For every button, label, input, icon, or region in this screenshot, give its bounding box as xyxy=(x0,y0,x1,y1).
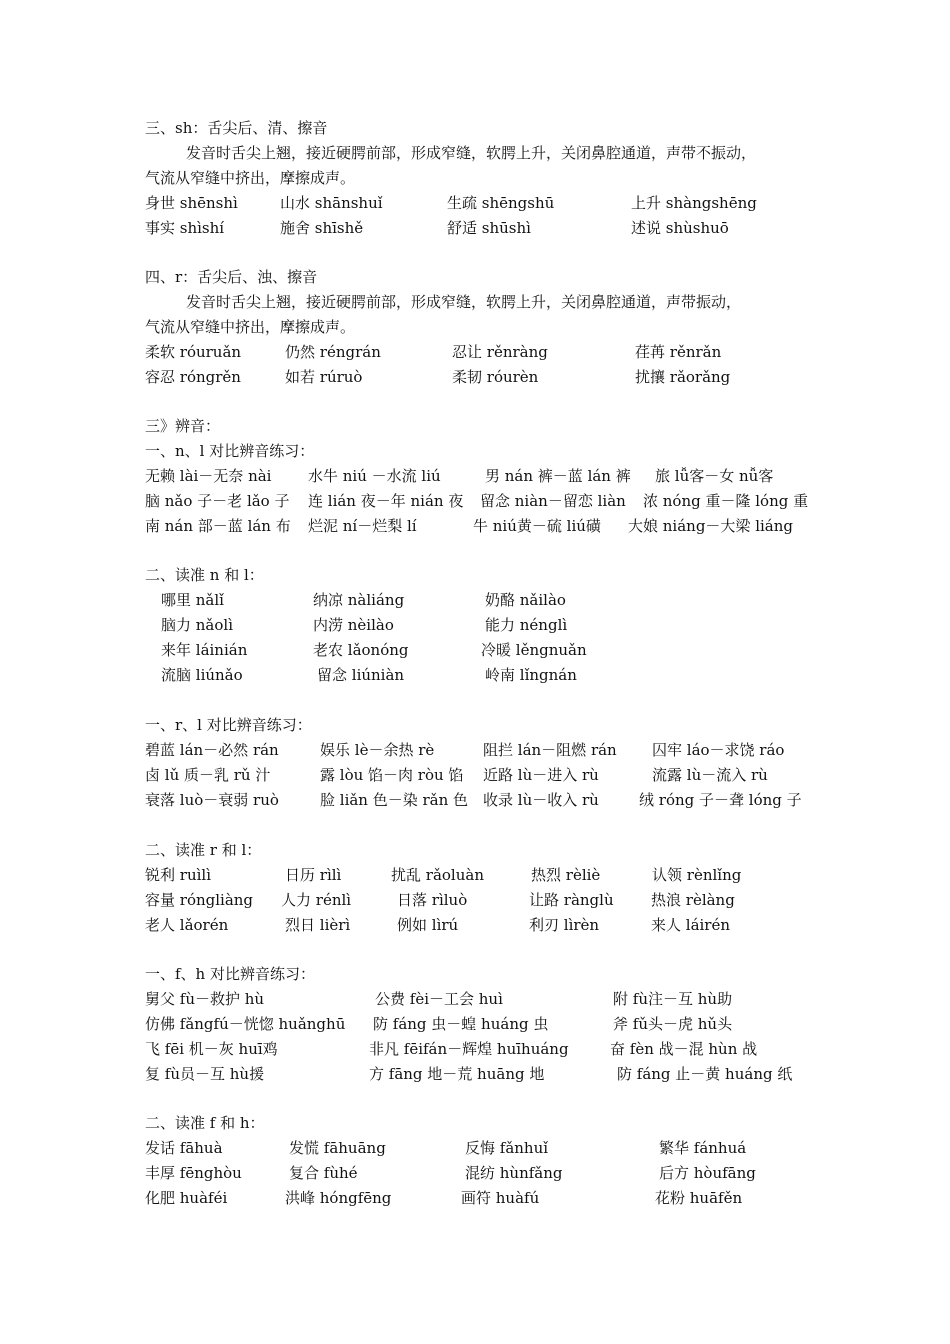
word-item: 冷暖 lěngnuǎn xyxy=(481,641,587,659)
pair-item: 留念 niàn－留恋 liàn xyxy=(480,492,626,510)
word-item: 让路 rànglù xyxy=(529,891,614,909)
word-item: 忍让 rěnràng xyxy=(452,343,548,361)
word-item: 哪里 nǎlǐ xyxy=(161,591,224,609)
word-item: 后方 hòufāng xyxy=(659,1164,756,1182)
word-item: 容忍 róngrěn xyxy=(145,368,241,386)
pair-item: 娱乐 lè－余热 rè xyxy=(320,741,435,759)
pair-item: 公费 fèi－工会 huì xyxy=(375,990,503,1008)
pair-item: 男 nán 裤－蓝 lán 裤 xyxy=(485,467,631,485)
pair-item: 仿佛 fǎngfú－恍惚 huǎnghū xyxy=(145,1015,346,1033)
nl-read-row xyxy=(145,588,835,613)
fh-read-row xyxy=(145,1186,835,1211)
nl-contrast-row xyxy=(145,489,835,514)
pair-item: 收录 lù－收入 rù xyxy=(483,791,599,809)
pair-item: 卤 lǔ 质－乳 rǔ 汁 xyxy=(145,766,271,784)
word-item: 花粉 huāfěn xyxy=(655,1189,743,1207)
rl-read-row xyxy=(145,863,835,888)
word-item: 事实 shìshí xyxy=(145,219,225,237)
sh-heading: 三、sh：舌尖后、清、擦音 xyxy=(145,119,328,137)
nl-contrast-row xyxy=(145,514,835,539)
word-item: 洪峰 hóngfēng xyxy=(285,1189,392,1207)
pair-item: 附 fù注－互 hù助 xyxy=(613,990,733,1008)
bianyin-title: 三》辨音： xyxy=(145,417,221,435)
word-item: 内涝 nèilào xyxy=(313,616,394,634)
rl-contrast-row xyxy=(145,738,835,763)
rl-read-row xyxy=(145,888,835,913)
word-item: 来年 láinián xyxy=(161,641,248,659)
word-item: 容量 róngliàng xyxy=(145,891,254,909)
word-item: 丰厚 fēnghòu xyxy=(145,1164,242,1182)
word-item: 仍然 réngrán xyxy=(285,343,381,361)
nl-read-heading: 二、读准 n 和 l： xyxy=(145,566,264,584)
pair-item: 流露 lù－流入 rù xyxy=(652,766,768,784)
word-item: 日历 rìlì xyxy=(285,866,342,884)
pair-item: 南 nán 部－蓝 lán 布 xyxy=(145,517,291,535)
word-item: 如若 rúruò xyxy=(285,368,363,386)
word-item: 反悔 fǎnhuǐ xyxy=(465,1139,549,1157)
pair-item: 烂泥 ní－烂梨 lí xyxy=(308,517,417,535)
r-description-line2: 气流从窄缝中挤出，摩擦成声。 xyxy=(145,318,356,336)
pair-item: 飞 fēi 机－灰 huī鸡 xyxy=(145,1040,278,1058)
word-item: 发慌 fāhuāng xyxy=(289,1139,386,1157)
pair-item: 脑 nǎo 子－老 lǎo 子 xyxy=(145,492,290,510)
word-item: 繁华 fánhuá xyxy=(659,1139,747,1157)
pair-item: 非凡 fēifán－辉煌 huīhuáng xyxy=(369,1040,569,1058)
pair-item: 旅 lǚ客－女 nǚ客 xyxy=(655,467,774,485)
pair-item: 阻拦 lán－阻燃 rán xyxy=(483,741,617,759)
word-item: 上升 shàngshēng xyxy=(631,194,757,212)
word-item: 混纺 hùnfǎng xyxy=(465,1164,563,1182)
pair-item: 绒 róng 子－聋 lóng 子 xyxy=(639,791,802,809)
pair-item: 囚牢 láo－求饶 ráo xyxy=(652,741,785,759)
word-item: 老农 lǎonóng xyxy=(313,641,409,659)
rl-read-heading: 二、读准 r 和 l： xyxy=(145,841,262,859)
word-item: 认领 rènlǐng xyxy=(652,866,742,884)
sh-word-row xyxy=(145,216,835,241)
fh-contrast-heading: 一、f、h 对比辨音练习： xyxy=(145,965,315,983)
fh-contrast-row xyxy=(145,987,835,1012)
word-item: 脑力 nǎolì xyxy=(161,616,233,634)
sh-description-line1: 发音时舌尖上翘，接近硬腭前部，形成窄缝，软腭上升，关闭鼻腔通道，声带不振动， xyxy=(186,144,757,162)
pair-item: 无赖 lài－无奈 nài xyxy=(145,467,272,485)
word-item: 舒适 shūshì xyxy=(447,219,531,237)
fh-read-row xyxy=(145,1161,835,1186)
r-heading: 四、r：舌尖后、浊、擦音 xyxy=(145,268,318,286)
nl-contrast-heading: 一、n、l 对比辨音练习： xyxy=(145,442,315,460)
word-item: 锐利 ruìlì xyxy=(145,866,211,884)
pair-item: 斧 fǔ头－虎 hǔ头 xyxy=(613,1015,733,1033)
word-item: 画符 huàfú xyxy=(461,1189,540,1207)
sh-word-row xyxy=(145,191,835,216)
pair-item: 浓 nóng 重－隆 lóng 重 xyxy=(643,492,809,510)
pair-item: 方 fāng 地－荒 huāng 地 xyxy=(369,1065,545,1083)
word-item: 利刃 lìrèn xyxy=(529,916,600,934)
word-item: 发话 fāhuà xyxy=(145,1139,223,1157)
pair-item: 露 lòu 馅－肉 ròu 馅 xyxy=(320,766,464,784)
fh-contrast-row xyxy=(145,1062,835,1087)
nl-read-row xyxy=(145,613,835,638)
pair-item: 防 fáng 止－黄 huáng 纸 xyxy=(617,1065,793,1083)
word-item: 生疏 shēngshū xyxy=(447,194,555,212)
pair-item: 碧蓝 lán－必然 rán xyxy=(145,741,279,759)
rl-contrast-row xyxy=(145,763,835,788)
word-item: 烈日 lièrì xyxy=(285,916,351,934)
r-description-line1: 发音时舌尖上翘，接近硬腭前部，形成窄缝，软腭上升，关闭鼻腔通道，声带振动， xyxy=(186,293,742,311)
word-item: 人力 rénlì xyxy=(281,891,352,909)
pair-item: 连 lián 夜－年 nián 夜 xyxy=(308,492,464,510)
pair-item: 舅父 fù－救护 hù xyxy=(145,990,265,1008)
fh-read-row xyxy=(145,1136,835,1161)
nl-contrast-row xyxy=(145,464,835,489)
rl-read-row xyxy=(145,913,835,938)
word-item: 身世 shēnshì xyxy=(145,194,238,212)
word-item: 例如 lìrú xyxy=(397,916,459,934)
word-item: 奶酪 nǎilào xyxy=(485,591,566,609)
word-item: 柔韧 róurèn xyxy=(452,368,539,386)
word-item: 化肥 huàféi xyxy=(145,1189,228,1207)
word-item: 老人 lǎorén xyxy=(145,916,229,934)
pair-item: 复 fù员－互 hù援 xyxy=(145,1065,265,1083)
pair-item: 近路 lù－进入 rù xyxy=(483,766,599,784)
word-item: 柔软 róuruǎn xyxy=(145,343,242,361)
r-word-row xyxy=(145,340,835,365)
r-word-row xyxy=(145,365,835,390)
fh-contrast-row xyxy=(145,1012,835,1037)
word-item: 述说 shùshuō xyxy=(631,219,729,237)
fh-read-heading: 二、读准 f 和 h： xyxy=(145,1114,265,1132)
sh-description-line2: 气流从窄缝中挤出，摩擦成声。 xyxy=(145,169,356,187)
rl-contrast-heading: 一、r、l 对比辨音练习： xyxy=(145,716,312,734)
pair-item: 牛 niú黄－硫 liú磺 xyxy=(473,517,601,535)
pair-item: 衰落 luò－衰弱 ruò xyxy=(145,791,279,809)
pair-item: 大娘 niáng－大梁 liáng xyxy=(628,517,794,535)
pair-item: 奋 fèn 战－混 hùn 战 xyxy=(610,1040,758,1058)
word-item: 施舍 shīshě xyxy=(280,219,364,237)
word-item: 荏苒 rěnrǎn xyxy=(635,343,722,361)
fh-contrast-row xyxy=(145,1037,835,1062)
pair-item: 脸 liǎn 色－染 rǎn 色 xyxy=(320,791,469,809)
word-item: 热浪 rèlàng xyxy=(651,891,735,909)
word-item: 岭南 lǐngnán xyxy=(485,666,577,684)
word-item: 扰攘 rǎorǎng xyxy=(635,368,731,386)
word-item: 扰乱 rǎoluàn xyxy=(391,866,484,884)
pair-item: 水牛 niú －水流 liú xyxy=(308,467,441,485)
rl-contrast-row xyxy=(145,788,835,813)
word-item: 流脑 liúnǎo xyxy=(161,666,243,684)
word-item: 来人 láirén xyxy=(651,916,731,934)
word-item: 热烈 rèliè xyxy=(531,866,601,884)
word-item: 复合 fùhé xyxy=(289,1164,358,1182)
word-item: 能力 nénglì xyxy=(485,616,568,634)
nl-read-row xyxy=(145,638,835,663)
word-item: 纳凉 nàliáng xyxy=(313,591,405,609)
word-item: 留念 liúniàn xyxy=(317,666,405,684)
nl-read-row xyxy=(145,663,835,688)
word-item: 日落 rìluò xyxy=(397,891,468,909)
pair-item: 防 fáng 虫－蝗 huáng 虫 xyxy=(373,1015,549,1033)
word-item: 山水 shānshuǐ xyxy=(280,194,383,212)
